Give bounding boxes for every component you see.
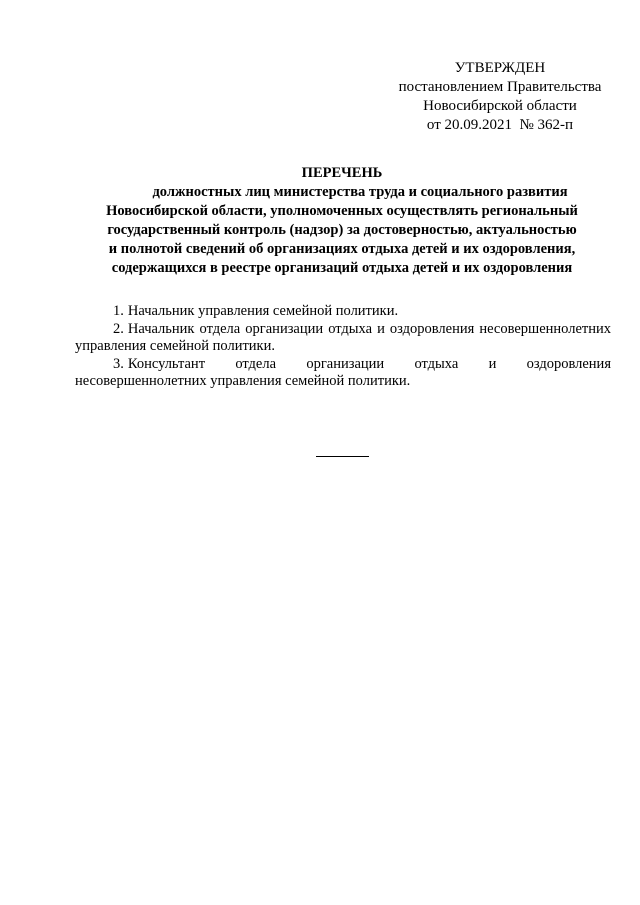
list-item-text: Начальник отдела организации отдыха и оздоровления несовершеннолетних управления семейной политики.: [75, 320, 611, 354]
positions-list: [75, 303, 611, 391]
title-heading: ПЕРЕЧЕНЬ: [301, 165, 383, 181]
list-item-text: Консультант отдела организации отдыха и оздоровления несовершеннолетних управления семейной политики.: [75, 355, 611, 389]
list-item-number: 2.: [113, 320, 124, 337]
title-line-5: содержащихся в реестре организаций отдыха детей и их оздоровления: [111, 260, 573, 276]
list-item: [75, 303, 611, 321]
list-item-number: 1.: [113, 303, 124, 319]
list-item: [75, 356, 611, 391]
title-line-4: и полнотой сведений об организациях отдыха детей и их оздоровления,: [108, 241, 576, 257]
approval-stamp: [380, 59, 620, 135]
approval-heading: УТВЕРЖДЕН: [454, 60, 546, 76]
document-title: [60, 164, 624, 278]
list-item-text: Начальник управления семейной политики.: [127, 303, 399, 319]
approval-line-2: Новосибирской области: [423, 98, 577, 114]
approval-date-number: от 20.09.2021 № 362-п: [426, 117, 574, 133]
end-divider-line: [316, 456, 369, 457]
title-line-3: государственный контроль (надзор) за достоверностью, актуальностью: [107, 222, 577, 238]
list-item: [75, 321, 611, 356]
title-line-2: Новосибирской области, уполномоченных осуществлять региональный: [106, 203, 578, 219]
approval-line-1: постановлением Правительства: [398, 79, 602, 95]
list-item-number: 3.: [113, 355, 124, 372]
title-line-1: должностных лиц министерства труда и социального развития: [152, 184, 568, 200]
